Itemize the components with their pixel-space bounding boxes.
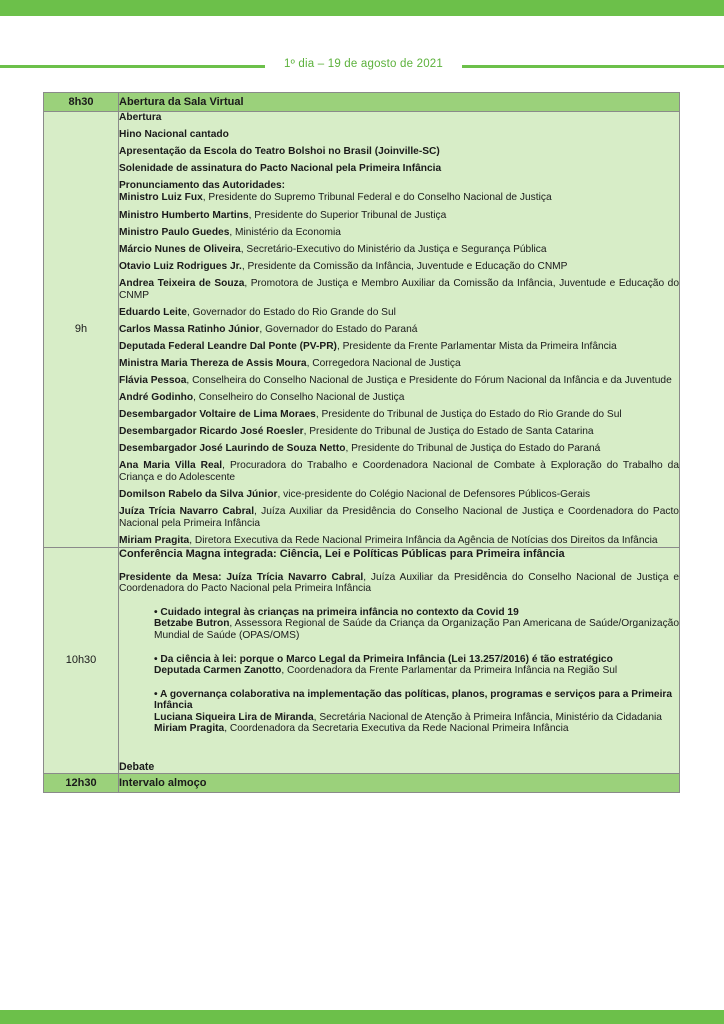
speaker-list [119, 192, 679, 546]
speaker-entry [119, 307, 679, 319]
topic-speaker [154, 712, 679, 724]
schedule-row-opening-room [44, 93, 680, 112]
speaker-role: , Presidente da Comissão da Infância, Juventude e Educação do CNMP [241, 260, 568, 272]
speaker-name: Deputada Federal Leandre Dal Ponte (PV-PR) [119, 340, 337, 352]
speaker-role: , Presidente do Tribunal de Justiça do Estado do Rio Grande do Sul [315, 409, 622, 421]
speaker-role: , Presidente do Tribunal de Justiça do Estado do Paraná [345, 443, 601, 455]
speaker-role: , Presidente do Supremo Tribunal Federal e do Conselho Nacional de Justiça [202, 192, 552, 204]
ceremony-line: Hino Nacional cantado [119, 129, 229, 141]
topic-speaker-role: , Coordenadora da Secretaria Executiva da Rede Nacional Primeira Infância [224, 723, 569, 735]
speaker-role: , vice-presidente do Colégio Nacional de Defensores Públicos-Gerais [277, 489, 591, 501]
day-title: 1º dia – 19 de agosto de 2021 [284, 58, 443, 70]
speaker-role: , Conselheira do Conselho Nacional de Justiça e Presidente do Fórum Nacional da Infância e da Juventude [186, 375, 672, 386]
ceremony-line: Apresentação da Escola do Teatro Bolshoi no Brasil (Joinville-SC) [119, 146, 440, 158]
topic-speaker [154, 723, 679, 735]
speaker-name: Ana Maria Villa Real [119, 460, 223, 472]
speaker-entry [119, 535, 679, 547]
topic-speaker-role: , Secretária Nacional de Atenção à Primeira Infância, Ministério da Cidadania [313, 711, 662, 723]
speaker-name: Desembargador Voltaire de Lima Moraes [119, 409, 316, 421]
speaker-entry [119, 210, 679, 222]
speaker-name: Carlos Massa Ratinho Júnior [119, 323, 260, 335]
speaker-name: Juíza Trícia Navarro Cabral [119, 506, 255, 518]
schedule-table [43, 92, 680, 793]
speaker-entry [119, 341, 679, 353]
topic-block [154, 607, 679, 642]
speaker-entry [119, 278, 679, 301]
speaker-role: , Promotora de Justiça e Membro Auxiliar da Comissão da Infância, Juventude e Educação do CNMP [119, 277, 680, 301]
speaker-entry [119, 460, 679, 483]
ceremony-line: Abertura [119, 112, 162, 123]
topic-list [154, 607, 679, 735]
ceremony-line: Solenidade de assinatura do Pacto Nacional pela Primeira Infância [119, 163, 442, 175]
topic-speaker-name: Miriam Pragita [154, 723, 225, 735]
speaker-role: , Ministério da Economia [229, 226, 341, 238]
topic-speaker-name: Luciana Siqueira Lira de Miranda [154, 711, 314, 723]
topic-speaker [154, 665, 679, 677]
schedule-row-ceremony [44, 112, 680, 548]
speaker-name: Ministra Maria Thereza de Assis Moura [119, 357, 307, 369]
speaker-entry [119, 443, 679, 455]
speaker-name: Flávia Pessoa [119, 375, 187, 386]
top-accent-bar [0, 0, 724, 16]
topic-block [154, 654, 679, 677]
speaker-entry [119, 392, 679, 404]
day-title-rule-left [0, 65, 265, 68]
speaker-name: André Godinho [119, 392, 194, 404]
speaker-entry [119, 426, 679, 438]
time-cell: 9h [44, 112, 119, 548]
speaker-name: Eduardo Leite [119, 306, 187, 318]
speaker-role: , Corregedora Nacional de Justiça [306, 357, 461, 369]
speaker-role: , Juíza Auxiliar da Presidência do Conselho Nacional de Justiça e Coordenadora do Pacto Nacional pela Primeira Infância [119, 506, 679, 529]
speaker-role: , Presidente da Frente Parlamentar Mista da Primeira Infância [336, 340, 617, 352]
session-title: Intervalo almoço [119, 774, 680, 793]
topic-speaker [154, 618, 679, 641]
topic-speaker-name: Betzabe Butron [154, 618, 230, 630]
schedule-row-conference [44, 547, 680, 774]
topic-title: • A governança colaborativa na implementação das políticas, planos, programas e serviços para a Primeira Infância [154, 688, 673, 712]
speaker-entry [119, 375, 679, 387]
speaker-name: Desembargador Ricardo José Roesler [119, 426, 304, 438]
conference-title: Conferência Magna integrada: Ciência, Lei e Políticas Públicas para Primeira infância [119, 547, 565, 560]
topic-block [154, 689, 679, 735]
speaker-entry [119, 244, 679, 256]
session-title: Abertura da Sala Virtual [119, 93, 680, 112]
president-role: , Juíza Auxiliar da Presidência do Conselho Nacional de Justiça e Coordenadora do Pacto Nacional pela Primeira Infância [119, 571, 680, 595]
topic-speaker-name: Deputada Carmen Zanotto [154, 665, 282, 677]
panel-president [119, 572, 679, 595]
day-title-rule-right [462, 65, 724, 68]
speaker-entry [119, 358, 679, 370]
speaker-role: , Governador do Estado do Rio Grande do Sul [186, 306, 396, 318]
conference-content [119, 547, 680, 774]
speaker-name: Andrea Teixeira de Souza [119, 277, 245, 289]
bottom-accent-bar [0, 1010, 724, 1024]
speaker-role: , Diretora Executiva da Rede Nacional Primeira Infância da Agência de Notícias dos Direitos da Infância [189, 534, 658, 546]
speaker-name: Domilson Rabelo da Silva Júnior [119, 489, 278, 501]
speaker-name: Ministro Paulo Guedes [119, 226, 230, 238]
speaker-role: , Procuradora do Trabalho e Coordenadora Nacional de Combate à Exploração do Trabalho da Criança e do Adolescente [119, 460, 680, 484]
time-cell: 8h30 [44, 93, 119, 112]
speaker-role: , Presidente do Tribunal de Justiça do Estado de Santa Catarina [303, 426, 594, 438]
speaker-role: , Secretário-Executivo do Ministério da Justiça e Segurança Pública [240, 243, 547, 255]
speaker-entry [119, 409, 679, 421]
speaker-entry [119, 192, 679, 204]
topic-title: • Da ciência à lei: porque o Marco Legal da Primeira Infância (Lei 13.257/2016) é tão estratégico [154, 653, 613, 665]
speaker-role: , Conselheiro do Conselho Nacional de Justiça [193, 392, 405, 404]
speaker-name: Desembargador José Laurindo de Souza Netto [119, 443, 346, 455]
time-cell: 12h30 [44, 774, 119, 793]
speaker-name: Ministro Humberto Martins [119, 209, 249, 221]
speaker-role: , Governador do Estado do Paraná [259, 323, 418, 335]
president-name: Presidente da Mesa: Juíza Trícia Navarro Cabral [119, 571, 364, 583]
speaker-name: Ministro Luiz Fux [119, 192, 203, 204]
speaker-name: Otavio Luiz Rodrigues Jr. [119, 260, 242, 272]
pronouncement-heading: Pronunciamento das Autoridades: [119, 180, 286, 192]
speaker-entry [119, 489, 679, 501]
topic-speaker-role: , Coordenadora da Frente Parlamentar da Primeira Infância na Região Sul [281, 665, 618, 677]
topic-title: • Cuidado integral às crianças na primeira infância no contexto da Covid 19 [154, 606, 519, 618]
speaker-entry [119, 506, 679, 529]
topic-speaker-role: , Assessora Regional de Saúde da Criança da Organização Pan Americana de Saúde/Organização Mundial de Saúde (OPAS/OMS) [154, 618, 680, 641]
speaker-entry [119, 261, 679, 273]
ceremony-content [119, 112, 680, 548]
schedule-row-lunch [44, 774, 680, 793]
speaker-entry [119, 227, 679, 239]
speaker-role: , Presidente do Superior Tribunal de Justiça [248, 209, 447, 221]
debate-label: Debate [119, 761, 155, 774]
speaker-name: Miriam Pragita [119, 534, 190, 546]
speaker-name: Márcio Nunes de Oliveira [119, 243, 241, 255]
speaker-entry [119, 324, 679, 336]
time-cell: 10h30 [44, 547, 119, 774]
